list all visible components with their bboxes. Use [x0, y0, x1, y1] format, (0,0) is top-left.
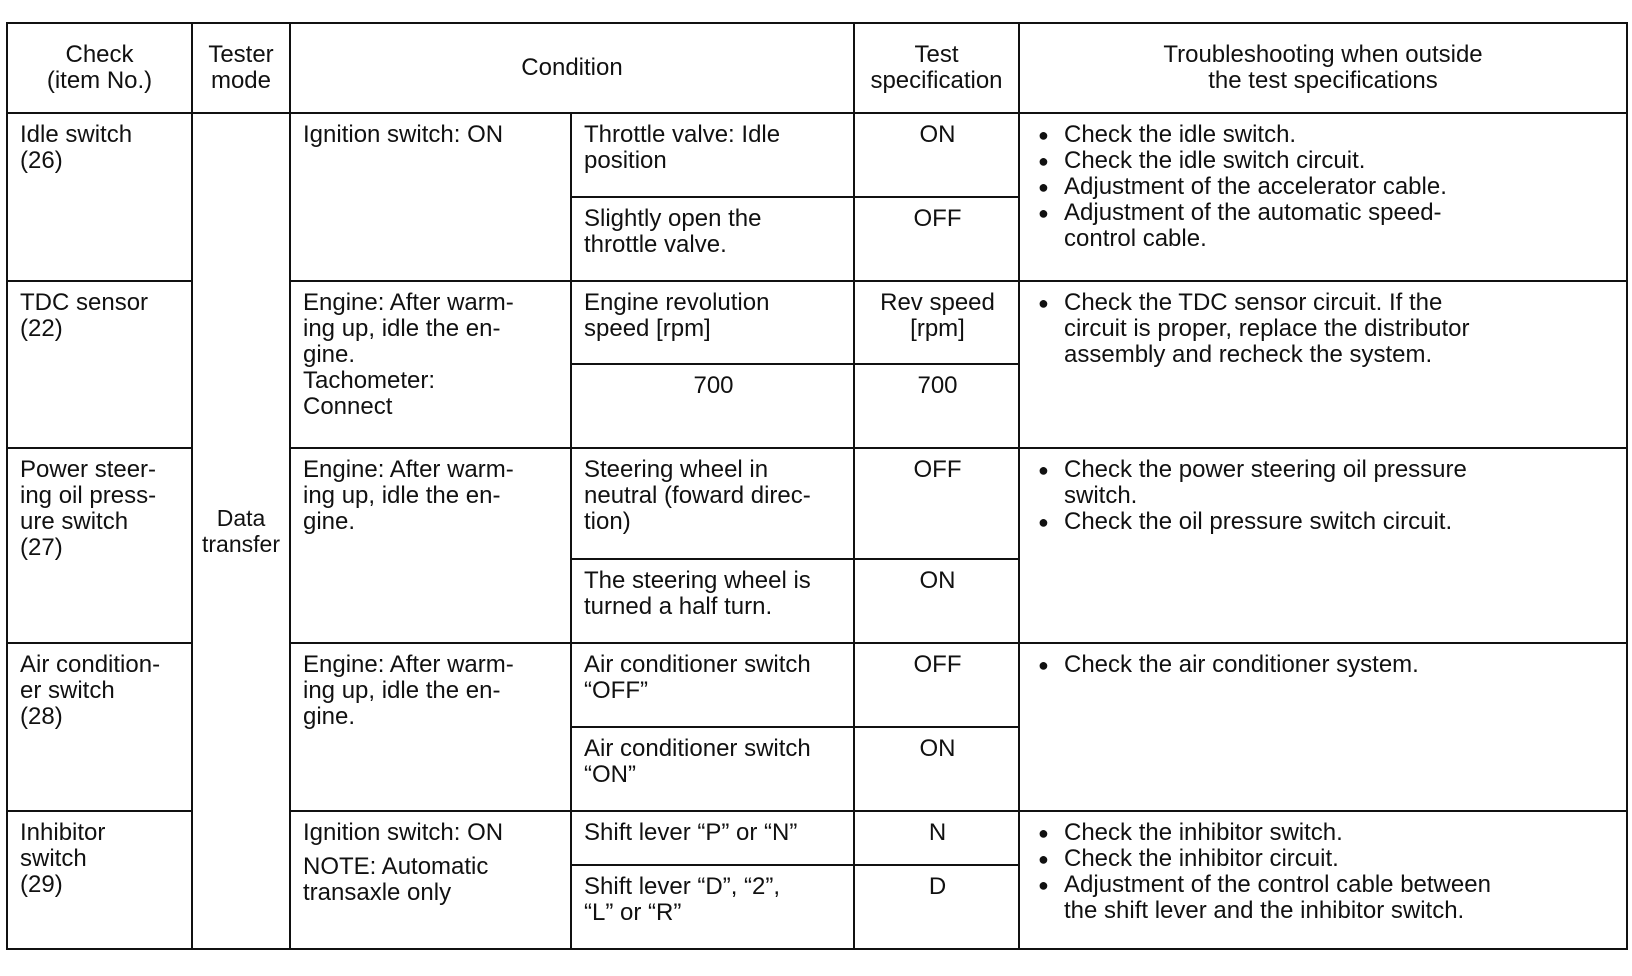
header-condition: Condition [290, 23, 854, 113]
spec-cell: 700 [854, 364, 1019, 448]
troubleshooting-cell [1019, 281, 1627, 449]
sub-condition-cell: Shift lever “P” or “N” [571, 811, 854, 865]
sub-condition-cell: 700 [571, 364, 854, 448]
troubleshooting-cell [1019, 643, 1627, 811]
sub-condition-cell: Steering wheel in neutral (foward direc- tion) [571, 448, 854, 559]
spec-cell: N [854, 811, 1019, 865]
list-item: ● Check the oil pressure switch circuit. [1032, 509, 1616, 535]
check-item: Inhibitor switch (29) [7, 811, 192, 949]
condition-note: NOTE: Automatic transaxle only [303, 852, 489, 906]
condition-cell: Engine: After warm- ing up, idle the en- gine. [290, 448, 571, 643]
troubleshooting-list [1032, 122, 1616, 252]
header-row [7, 23, 1627, 113]
check-table-sheet [6, 22, 1626, 950]
list-item: ● Check the idle switch circuit. [1032, 148, 1616, 174]
sub-condition-cell: Slightly open the throttle valve. [571, 197, 854, 281]
list-item: ● Check the air conditioner system. [1032, 652, 1616, 678]
check-table [6, 22, 1628, 950]
list-item: ● Adjustment of the automatic speed- control cable. [1032, 200, 1616, 252]
spec-cell: OFF [854, 448, 1019, 559]
troubleshooting-list [1032, 820, 1616, 924]
table-row [7, 113, 1627, 197]
sub-condition-cell: Shift lever “D”, “2”, “L” or “R” [571, 865, 854, 949]
sub-condition-cell: Air conditioner switch “OFF” [571, 643, 854, 727]
list-item: ● Check the inhibitor switch. [1032, 820, 1616, 846]
list-item: ● Check the power steering oil pressure switch. [1032, 457, 1616, 509]
spec-cell: OFF [854, 197, 1019, 281]
troubleshooting-cell [1019, 448, 1627, 643]
list-item: ● Check the TDC sensor circuit. If the circuit is proper, replace the distributor assembly and recheck the system. [1032, 290, 1616, 368]
check-item: Air condition- er switch (28) [7, 643, 192, 811]
list-item: ● Adjustment of the accelerator cable. [1032, 174, 1616, 200]
sub-condition-cell: The steering wheel is turned a half turn. [571, 559, 854, 643]
condition-cell: Engine: After warm- ing up, idle the en- gine. [290, 643, 571, 811]
header-troubleshooting: Troubleshooting when outside the test specifications [1019, 23, 1627, 113]
header-test-specification: Test specification [854, 23, 1019, 113]
spec-cell: ON [854, 113, 1019, 197]
spec-cell: D [854, 865, 1019, 949]
sub-condition-cell: Throttle valve: Idle position [571, 113, 854, 197]
sub-condition-cell: Engine revolution speed [rpm] [571, 281, 854, 365]
condition-text: Ignition switch: ON [303, 818, 504, 846]
list-item: ● Check the inhibitor circuit. [1032, 846, 1616, 872]
troubleshooting-cell [1019, 811, 1627, 949]
header-tester-mode: Tester mode [192, 23, 290, 113]
sub-condition-cell: Air conditioner switch “ON” [571, 727, 854, 811]
spec-cell: ON [854, 727, 1019, 811]
troubleshooting-list [1032, 652, 1616, 678]
troubleshooting-cell [1019, 113, 1627, 281]
spec-cell: Rev speed [rpm] [854, 281, 1019, 365]
header-check: Check (item No.) [7, 23, 192, 113]
list-item: ● Adjustment of the control cable between the shift lever and the inhibitor switch. [1032, 872, 1616, 924]
condition-cell [290, 811, 571, 949]
troubleshooting-list [1032, 457, 1616, 535]
tester-mode-cell: Data transfer [192, 113, 290, 949]
spec-cell: ON [854, 559, 1019, 643]
list-item: ● Check the idle switch. [1032, 122, 1616, 148]
troubleshooting-list [1032, 290, 1616, 368]
condition-cell: Ignition switch: ON [290, 113, 571, 281]
condition-cell: Engine: After warm- ing up, idle the en- gine. Tachometer: Connect [290, 281, 571, 449]
check-item: Power steer- ing oil press- ure switch (27) [7, 448, 192, 643]
check-item: Idle switch (26) [7, 113, 192, 281]
spec-cell: OFF [854, 643, 1019, 727]
check-item: TDC sensor (22) [7, 281, 192, 449]
